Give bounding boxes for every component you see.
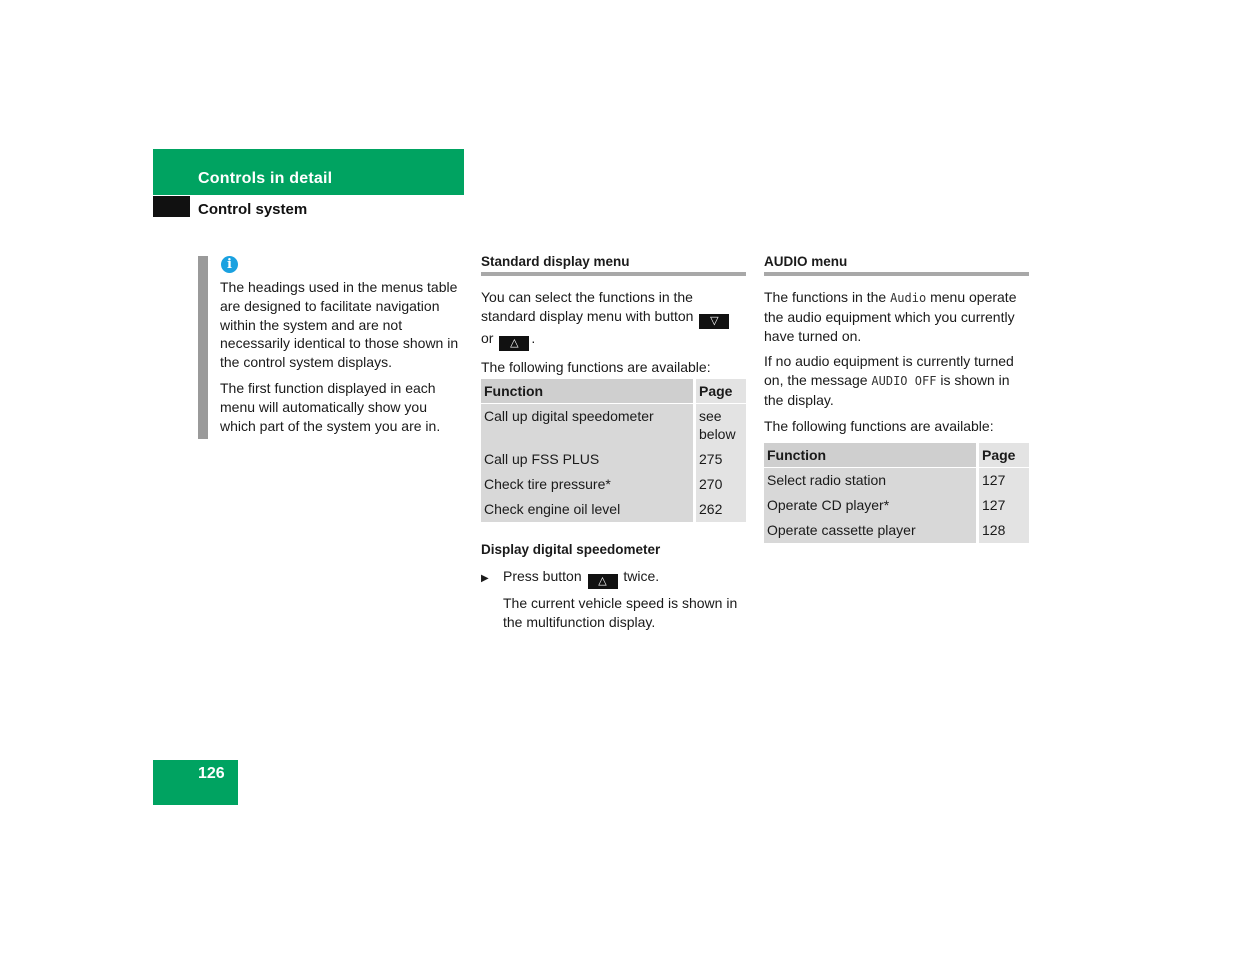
page-cell: 275 — [695, 447, 747, 472]
function-cell: Select radio station — [764, 468, 978, 494]
page-number: 126 — [198, 765, 225, 782]
speedometer-heading: Display digital speedometer — [481, 542, 661, 557]
note-paragraph: The first function displayed in each menu will automatically show you which part of the system you are in. — [220, 379, 441, 434]
col-header-function: Function — [481, 379, 695, 404]
display-code: Audio — [890, 291, 927, 305]
step-text-end: twice. — [623, 568, 660, 584]
audio-functions-table — [764, 443, 1029, 543]
note-paragraph: The headings used in the menus table are designed to facilitate navigation within the system and are not necessarily identical to those shown in the control system displays. — [220, 279, 459, 371]
page-number-box — [153, 760, 238, 805]
step-text: Press button — [503, 568, 582, 584]
available-text: The following functions are available: — [764, 417, 994, 434]
audio-p2-text-end: is shown in the display. — [764, 372, 1010, 408]
table-header-row — [481, 379, 746, 404]
standard-menu-heading: Standard display menu — [481, 254, 630, 269]
available-text: The following functions are available: — [481, 358, 711, 375]
note-sidebar — [198, 256, 208, 439]
table-row — [481, 404, 746, 448]
function-cell: Call up digital speedometer — [481, 404, 695, 448]
function-cell: Operate CD player* — [764, 493, 978, 518]
function-cell: Check tire pressure* — [481, 472, 695, 497]
page-cell: 127 — [978, 468, 1030, 494]
function-cell: Check engine oil level — [481, 497, 695, 522]
col-header-function: Function — [764, 443, 978, 468]
standard-functions-table — [481, 379, 746, 522]
button-down-icon: ▽ — [699, 314, 729, 329]
heading-rule — [764, 272, 1029, 276]
subsection-marker — [153, 196, 190, 217]
function-cell: Call up FSS PLUS — [481, 447, 695, 472]
table-row — [481, 472, 746, 497]
table-row — [764, 518, 1029, 543]
info-note — [220, 278, 462, 442]
audio-p1-text-end: menu operate the audio equipment which you currently have turned on. — [764, 289, 1017, 344]
audio-p2-text: If no audio equipment is currently turned on, the message — [764, 353, 1014, 389]
section-title: Controls in detail — [198, 170, 333, 187]
function-cell: Operate cassette player — [764, 518, 978, 543]
standard-menu-intro — [481, 288, 743, 384]
page-cell: 127 — [978, 493, 1030, 518]
table-row — [764, 468, 1029, 494]
table-header-row — [764, 443, 1029, 468]
speedometer-result: The current vehicle speed is shown in the multifunction display. — [503, 595, 738, 630]
info-icon: i — [221, 256, 238, 273]
table-row — [481, 497, 746, 522]
page-cell: see below — [695, 404, 747, 448]
display-code: AUDIO OFF — [871, 374, 937, 389]
audio-menu-text — [764, 288, 1029, 443]
page-cell: 270 — [695, 472, 747, 497]
col-header-page: Page — [695, 379, 747, 404]
bullet-arrow-icon: ▶ — [481, 573, 489, 584]
page-cell: 262 — [695, 497, 747, 522]
speedometer-step — [481, 567, 746, 589]
audio-p1-text: The functions in the — [764, 289, 887, 305]
heading-rule — [481, 272, 746, 276]
table-row — [481, 447, 746, 472]
intro-text: You can select the functions in the standard display menu with button — [481, 289, 694, 324]
col-header-page: Page — [978, 443, 1030, 468]
intro-or: or — [481, 329, 494, 346]
subsection-title: Control system — [198, 201, 308, 218]
button-up-icon: △ — [588, 574, 618, 589]
audio-menu-heading: AUDIO menu — [764, 254, 848, 269]
intro-end: . — [531, 329, 536, 346]
table-row — [764, 493, 1029, 518]
button-up-icon: △ — [499, 336, 529, 351]
page-cell: 128 — [978, 518, 1030, 543]
